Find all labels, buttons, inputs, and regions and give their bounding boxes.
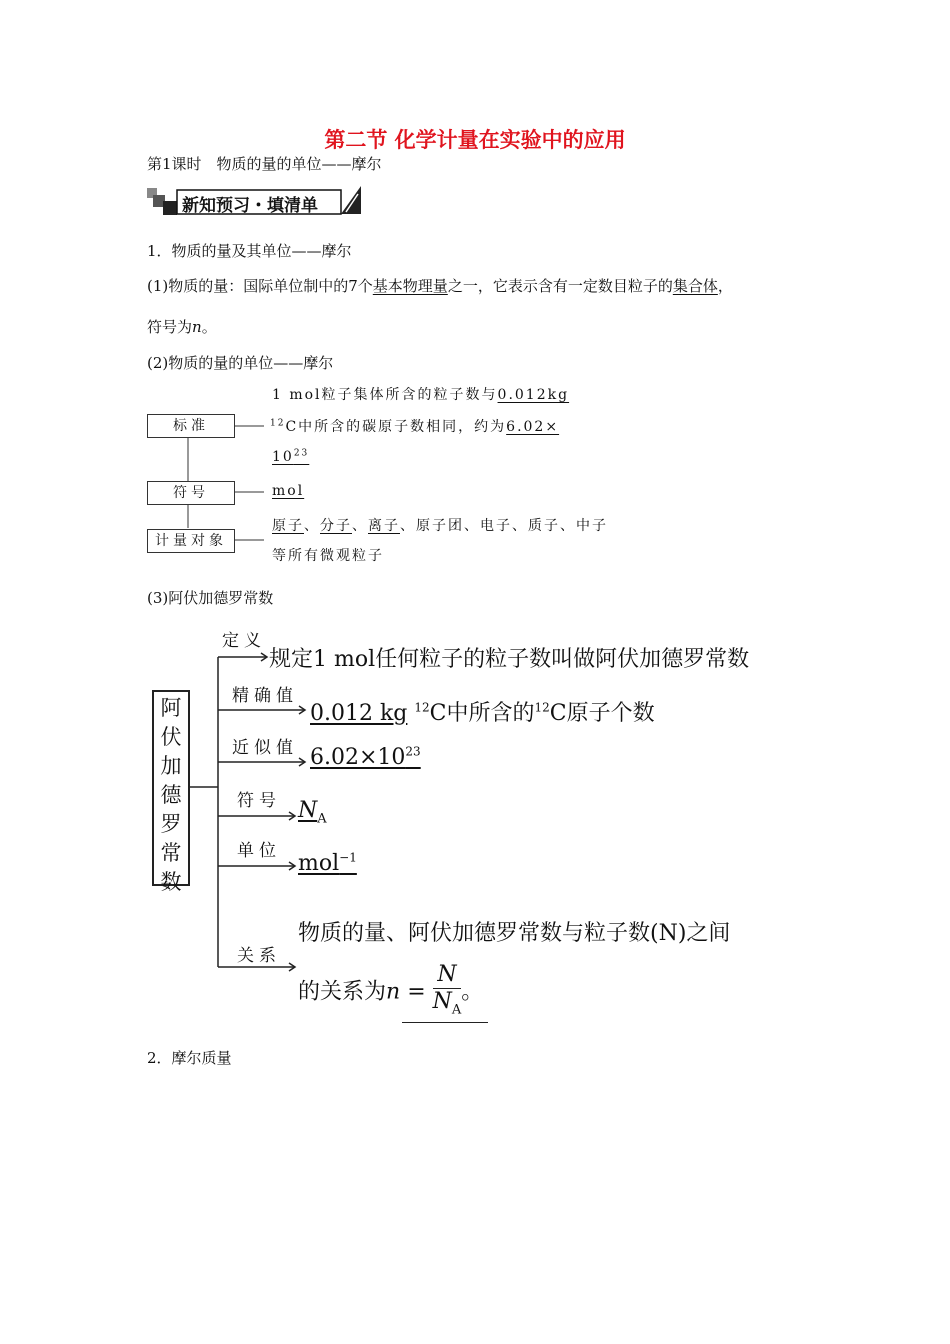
answer-blank: mol — [298, 851, 340, 877]
paragraph-amount-of-substance — [147, 275, 733, 296]
text: 、 — [352, 518, 368, 534]
box-char: 数 — [160, 870, 182, 894]
superscript: 12 — [414, 700, 430, 715]
fraction-denominator — [433, 989, 462, 1023]
paragraph-avogadro: (3)阿伏加德罗常数 — [147, 589, 274, 607]
symbol-N: N — [432, 989, 452, 1014]
avogadro-box — [152, 690, 190, 894]
box-standard: 标准 — [147, 414, 235, 438]
value-unit — [298, 851, 357, 876]
label-approx-value: 近似值 — [232, 738, 298, 758]
answer-blank: 分子 — [320, 518, 352, 534]
standard-line-3 — [272, 448, 309, 465]
object-line-2: 等所有微观粒子 — [272, 548, 384, 564]
text: 符号为 — [147, 318, 193, 336]
text: C中所含的碳原子数相同，约为 — [285, 419, 507, 435]
text: (1)物质的量：国际单位制中的7个 — [147, 277, 373, 295]
symbol-n: n — [192, 318, 202, 336]
answer-blank: 10 — [272, 448, 294, 465]
label-definition: 定义 — [222, 631, 266, 651]
text: 的关系为 — [298, 979, 387, 1005]
fraction — [433, 962, 462, 1023]
section-heading: 2．摩尔质量 — [147, 1049, 232, 1067]
box-counting-object: 计量对象 — [147, 529, 235, 553]
text: 、原子团、电子、质子、中子 — [400, 518, 608, 534]
fraction-numerator: N — [433, 962, 462, 989]
lesson-subtitle: 第1课时 物质的量的单位——摩尔 — [147, 155, 382, 173]
value-approx — [310, 745, 421, 770]
box-char: 加 — [160, 754, 182, 778]
equals-sign: = — [407, 979, 426, 1005]
paragraph-symbol — [147, 316, 217, 337]
answer-underline — [402, 1022, 488, 1023]
answer-blank: 0.012 kg — [310, 701, 408, 726]
label-unit: 单位 — [237, 841, 281, 861]
text: 、 — [304, 518, 320, 534]
label-exact-value: 精确值 — [232, 686, 298, 706]
answer-blank: 基本物理量 — [372, 277, 448, 295]
standard-line-2 — [270, 416, 559, 436]
superscript: 12 — [270, 418, 286, 429]
answer-blank: 0.012kg — [497, 387, 570, 403]
object-line-1 — [272, 515, 608, 535]
text: 。 — [201, 318, 217, 336]
banner-label: 新知预习・填清单 — [182, 196, 318, 216]
symbol-value — [272, 483, 304, 499]
text: 1 mol粒子集体所含的粒子数与 — [272, 387, 498, 403]
answer-blank: 离子 — [368, 518, 400, 534]
symbol-n: n — [386, 979, 401, 1005]
answer-blank: 原子 — [272, 518, 304, 534]
box-symbol: 符号 — [147, 481, 235, 505]
standard-line-1 — [272, 384, 569, 404]
answer-blank: 6.02×10 — [310, 745, 406, 771]
superscript: 23 — [405, 745, 421, 759]
box-char: 常 — [160, 841, 182, 865]
paragraph-mole: (2)物质的量的单位——摩尔 — [147, 354, 334, 372]
answer-blank: 6.02× — [506, 419, 560, 435]
subscript: A — [317, 811, 327, 827]
subscript: A — [451, 1002, 462, 1018]
answer-blank: mol — [272, 483, 305, 499]
relation-line-1: 物质的量、阿伏加德罗常数与粒子数(N)之间 — [298, 921, 731, 946]
label-relation: 关系 — [237, 946, 281, 966]
box-char: 罗 — [160, 812, 182, 836]
text: C原子个数 — [549, 701, 655, 726]
symbol-N: N — [298, 798, 318, 823]
text: 。 — [461, 979, 484, 1005]
value-exact — [310, 696, 655, 727]
value-symbol — [298, 798, 327, 826]
relation-line-2 — [298, 962, 483, 1023]
superscript: 12 — [534, 700, 550, 715]
label-symbol: 符号 — [237, 791, 281, 811]
box-char: 阿 — [160, 696, 182, 720]
box-char: 伏 — [160, 725, 182, 749]
text: 之一，它表示含有一定数目粒子的 — [447, 277, 673, 295]
text: ， — [717, 277, 733, 295]
box-char: 德 — [160, 783, 182, 807]
answer-blank: 集合体 — [672, 277, 718, 295]
superscript: 23 — [293, 448, 310, 458]
text: C中所含的 — [429, 701, 535, 726]
value-definition: 规定1 mol任何粒子的粒子数叫做阿伏加德罗常数 — [269, 647, 750, 672]
superscript: −1 — [339, 851, 357, 865]
page-title: 第二节 化学计量在实验中的应用 — [324, 128, 626, 152]
section-heading: 1．物质的量及其单位——摩尔 — [147, 242, 352, 260]
